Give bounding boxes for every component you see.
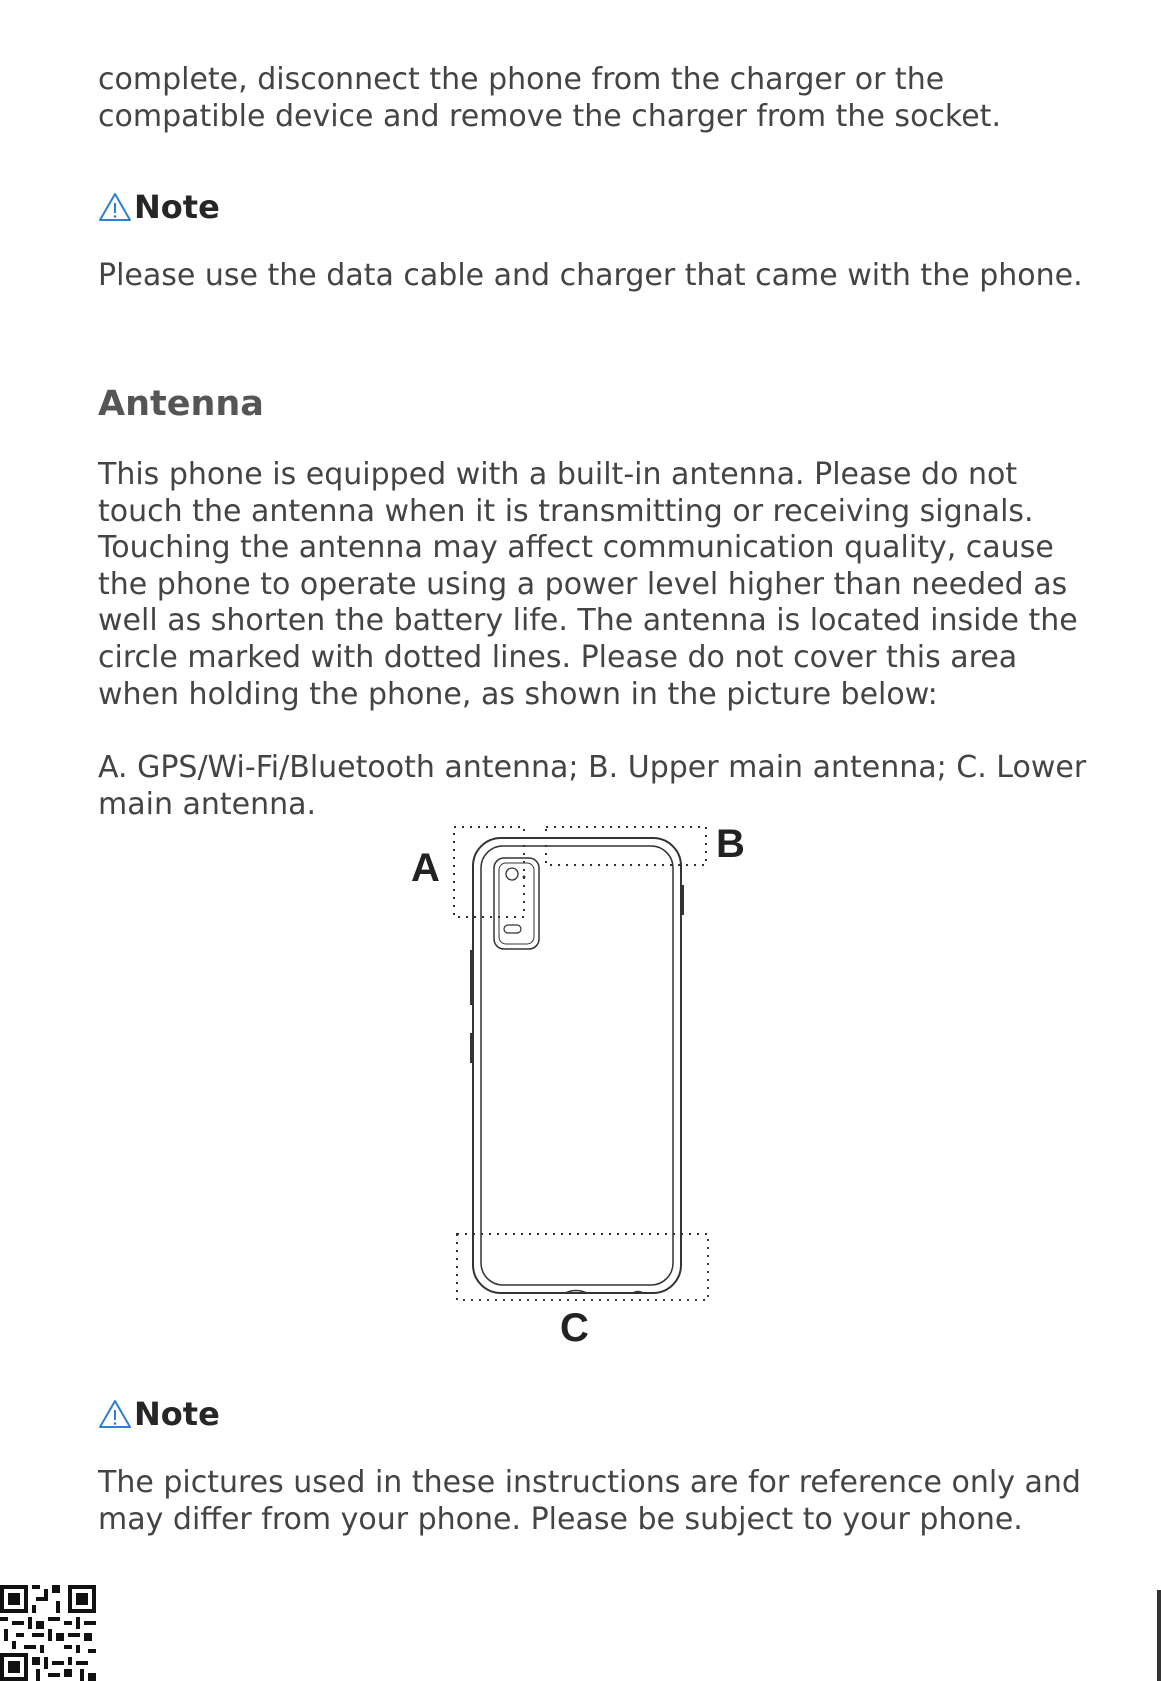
- side-button-right: [681, 885, 684, 915]
- phone-antenna-diagram: [395, 815, 765, 1355]
- phone-inner-outline: [481, 846, 673, 1285]
- note-text-2: The pictures used in these instructions are for reference only and may differ from your phone. Please be subject to your phone.: [98, 1465, 1081, 1537]
- camera-module-inner: [499, 863, 534, 944]
- antenna-paragraph: This phone is equipped with a built-in antenna. Please do not touch the antenna when it is transmitting or receiving signals. Touching the antenna may affect communication quality, cause the phone to operate using a power level higher than needed as well as shorten the battery life. The antenna is located inside the circle marked with dotted lines. Please do not cover this area when holding the phone, as shown in the picture below:: [98, 457, 1078, 712]
- antenna-heading: Antenna: [98, 384, 264, 424]
- note-heading-label-1: Note: [134, 188, 220, 226]
- antenna-legend: A. GPS/Wi-Fi/Bluetooth antenna; B. Upper main antenna; C. Lower main antenna.: [98, 750, 1087, 822]
- volume-button: [470, 950, 474, 1005]
- note-text-1: Please use the data cable and charger that came with the phone.: [98, 258, 1083, 293]
- phone-outline: [473, 838, 681, 1293]
- label-c: C: [560, 1306, 589, 1350]
- power-button: [470, 1033, 474, 1063]
- warning-triangle-icon: [98, 192, 132, 222]
- antenna-zone-c: [457, 1234, 708, 1300]
- label-b: B: [716, 822, 745, 866]
- label-a: A: [411, 846, 440, 890]
- note-heading-2: [98, 1394, 1088, 1434]
- qr-code-icon: [0, 1585, 96, 1681]
- flash-icon: [504, 925, 521, 933]
- warning-triangle-icon: [98, 1399, 132, 1429]
- note-heading-1: [98, 187, 1088, 227]
- camera-lens-icon: [506, 868, 518, 880]
- camera-module: [494, 858, 539, 949]
- page-edge-mark: [1157, 1590, 1161, 1681]
- note-heading-label-2: Note: [134, 1395, 220, 1433]
- intro-paragraph: complete, disconnect the phone from the charger or the compatible device and remove the charger from the socket.: [98, 62, 1001, 134]
